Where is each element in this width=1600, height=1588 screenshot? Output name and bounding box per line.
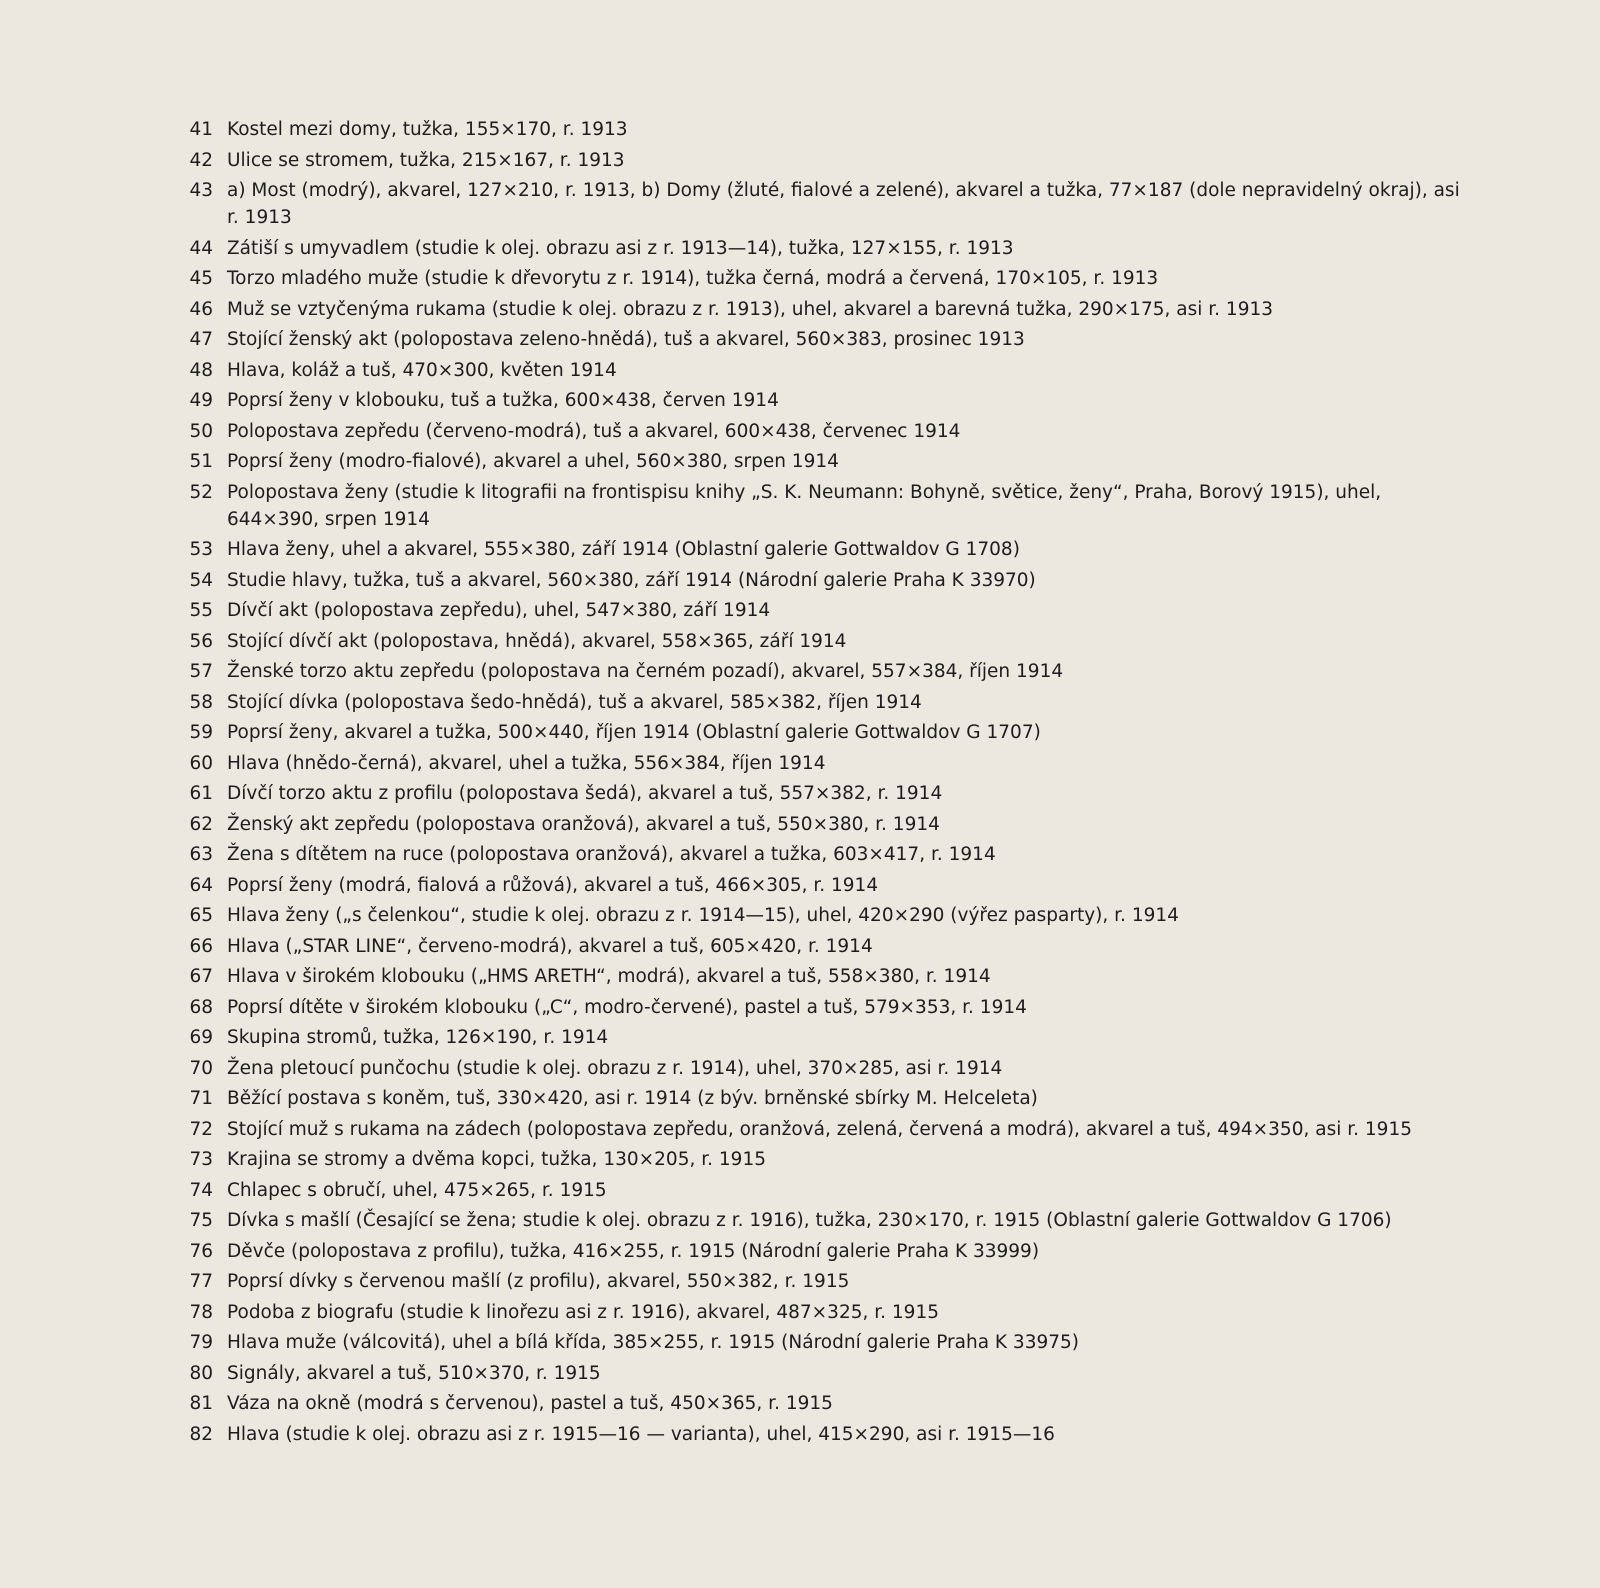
entry-description: Stojící dívčí akt (polopostava, hnědá), akvarel, 558×365, září 1914: [227, 630, 847, 652]
entry-number: 70: [189, 1057, 213, 1079]
entry-number: 57: [189, 661, 213, 682]
catalog-entry: [175, 780, 1475, 807]
catalog-entry: [175, 1390, 1475, 1417]
catalog-entry: [175, 994, 1475, 1021]
entry-description: Poprsí ženy v klobouku, tuš a tužka, 600×438, červen 1914: [227, 390, 779, 411]
catalog-entry: [175, 750, 1475, 777]
catalog-entry: [175, 418, 1475, 445]
catalog-entry: [175, 933, 1475, 960]
catalog-entry: [175, 872, 1475, 899]
catalog-entry: [175, 1238, 1475, 1265]
entry-number: 46: [189, 298, 213, 320]
catalog-entry: [175, 387, 1475, 414]
catalog-entry: [175, 841, 1475, 868]
entry-description: Skupina stromů, tužka, 126×190, r. 1914: [227, 1027, 609, 1048]
entry-number: 59: [189, 722, 213, 743]
entry-number: 56: [189, 630, 213, 652]
entry-description: Polopostava ženy (studie k litografii na frontispisu knihy „S. K. Neumann: Bohyně, světice, ženy“, Praha, Borový 1915), uhel, 644×390, srpen 1914: [227, 481, 1382, 530]
entry-description: Děvče (polopostava z profilu), tužka, 416×255, r. 1915 (Národní galerie Praha K 33999): [227, 1240, 1040, 1262]
entry-number: 73: [189, 1149, 213, 1170]
entry-number: 77: [189, 1271, 213, 1292]
catalog-entry: [175, 479, 1475, 533]
entry-description: Kostel mezi domy, tužka, 155×170, r. 1913: [227, 119, 628, 140]
entry-description: Stojící ženský akt (polopostava zeleno-hnědá), tuš a akvarel, 560×383, prosinec 1913: [227, 329, 1025, 350]
entry-description: Hlava („STAR LINE“, červeno-modrá), akvarel a tuš, 605×420, r. 1914: [227, 935, 873, 957]
entry-number: 79: [189, 1332, 213, 1353]
catalog-entry: [175, 1360, 1475, 1387]
entry-description: Hlava (hnědo-černá), akvarel, uhel a tužka, 556×384, říjen 1914: [227, 752, 826, 774]
entry-number: 75: [189, 1210, 213, 1231]
entry-number: 52: [189, 481, 213, 503]
catalog-entry: [175, 1024, 1475, 1051]
catalog-entry: [175, 1268, 1475, 1295]
entry-description: Poprsí dítěte v širokém klobouku („C“, modro-červené), pastel a tuš, 579×353, r. 1914: [227, 996, 1027, 1018]
entry-description: Studie hlavy, tužka, tuš a akvarel, 560×380, září 1914 (Národní galerie Praha K 33970): [227, 569, 1036, 591]
catalog-list: [175, 116, 1475, 1451]
entry-description: Polopostava zepředu (červeno-modrá), tuš a akvarel, 600×438, červenec 1914: [227, 420, 961, 442]
entry-description: Dívka s mašlí (Česající se žena; studie k olej. obrazu z r. 1916), tužka, 230×170, r. 1915 (Oblastní galerie Gottwaldov G 1706): [227, 1210, 1392, 1231]
entry-number: 80: [189, 1362, 213, 1384]
catalog-entry: [175, 1055, 1475, 1082]
entry-description: Hlava v širokém klobouku („HMS ARETH“, modrá), akvarel a tuš, 558×380, r. 1914: [227, 966, 991, 987]
entry-number: 64: [189, 874, 213, 896]
entry-number: 76: [189, 1240, 213, 1262]
entry-number: 58: [189, 691, 213, 713]
entry-number: 63: [189, 844, 213, 865]
entry-description: Ženské torzo aktu zepředu (polopostava na černém pozadí), akvarel, 557×384, říjen 1914: [227, 661, 1064, 682]
entry-description: a) Most (modrý), akvarel, 127×210, r. 1913, b) Domy (žluté, fialové a zelené), akvarel a tužka, 77×187 (dole nepravidelný okraj), asi r. 1913: [227, 180, 1460, 228]
entry-description: Hlava ženy („s čelenkou“, studie k olej. obrazu z r. 1914—15), uhel, 420×290 (výřez pasparty), r. 1914: [227, 905, 1179, 926]
entry-number: 62: [189, 813, 213, 835]
entry-number: 47: [189, 329, 213, 350]
entry-description: Hlava ženy, uhel a akvarel, 555×380, září 1914 (Oblastní galerie Gottwaldov G 1708): [227, 539, 1020, 560]
catalog-entry: [175, 902, 1475, 929]
catalog-entry: [175, 567, 1475, 594]
catalog-entry: [175, 1177, 1475, 1204]
entry-description: Ulice se stromem, tužka, 215×167, r. 1913: [227, 149, 625, 171]
entry-number: 53: [189, 539, 213, 560]
catalog-entry: [175, 147, 1475, 174]
entry-description: Dívčí akt (polopostava zepředu), uhel, 547×380, září 1914: [227, 600, 771, 621]
entry-number: 81: [189, 1393, 213, 1414]
entry-description: Ženský akt zepředu (polopostava oranžová), akvarel a tuš, 550×380, r. 1914: [227, 813, 940, 835]
catalog-entry: [175, 296, 1475, 323]
entry-description: Dívčí torzo aktu z profilu (polopostava šedá), akvarel a tuš, 557×382, r. 1914: [227, 783, 943, 804]
entry-description: Krajina se stromy a dvěma kopci, tužka, 130×205, r. 1915: [227, 1149, 766, 1170]
entry-description: Žena pletoucí punčochu (studie k olej. obrazu z r. 1914), uhel, 370×285, asi r. 1914: [227, 1057, 1003, 1079]
catalog-entry: [175, 448, 1475, 475]
entry-description: Signály, akvarel a tuš, 510×370, r. 1915: [227, 1362, 601, 1384]
entry-description: Hlava muže (válcovitá), uhel a bílá křída, 385×255, r. 1915 (Národní galerie Praha K 33975): [227, 1332, 1079, 1353]
entry-number: 54: [189, 569, 213, 591]
entry-description: Podoba z biografu (studie k linořezu asi z r. 1916), akvarel, 487×325, r. 1915: [227, 1301, 939, 1323]
entry-description: Hlava (studie k olej. obrazu asi z r. 1915—16 — varianta), uhel, 415×290, asi r. 1915—16: [227, 1423, 1055, 1445]
catalog-entry: [175, 1299, 1475, 1326]
catalog-entry: [175, 326, 1475, 353]
entry-description: Běžící postava s koněm, tuš, 330×420, asi r. 1914 (z býv. brněnské sbírky M. Helceleta): [227, 1088, 1038, 1109]
entry-number: 50: [189, 420, 213, 442]
entry-number: 48: [189, 359, 213, 381]
entry-description: Torzo mladého muže (studie k dřevorytu z r. 1914), tužka černá, modrá a červená, 170×105, r. 1913: [227, 268, 1159, 289]
entry-description: Stojící dívka (polopostava šedo-hnědá), tuš a akvarel, 585×382, říjen 1914: [227, 691, 922, 713]
entry-description: Muž se vztyčenýma rukama (studie k olej. obrazu z r. 1913), uhel, akvarel a barevná tužka, 290×175, asi r. 1913: [227, 298, 1273, 320]
catalog-entry: [175, 1085, 1475, 1112]
catalog-entry: [175, 177, 1475, 231]
entry-number: 67: [189, 966, 213, 987]
entry-number: 72: [189, 1118, 213, 1140]
entry-number: 60: [189, 752, 213, 774]
catalog-entry: [175, 265, 1475, 292]
entry-number: 66: [189, 935, 213, 957]
catalog-entry: [175, 1329, 1475, 1356]
entry-description: Poprsí ženy (modrá, fialová a růžová), akvarel a tuš, 466×305, r. 1914: [227, 874, 879, 896]
entry-number: 51: [189, 451, 213, 472]
entry-number: 49: [189, 390, 213, 411]
catalog-entry: [175, 811, 1475, 838]
entry-number: 65: [189, 905, 213, 926]
entry-number: 41: [189, 119, 213, 140]
entry-number: 42: [189, 149, 213, 171]
entry-description: Poprsí ženy, akvarel a tužka, 500×440, říjen 1914 (Oblastní galerie Gottwaldov G 1707): [227, 722, 1041, 743]
catalog-entry: [175, 1146, 1475, 1173]
catalog-entry: [175, 628, 1475, 655]
entry-number: 55: [189, 600, 213, 621]
entry-number: 74: [189, 1179, 213, 1201]
catalog-entry: [175, 1421, 1475, 1448]
entry-description: Poprsí ženy (modro-fialové), akvarel a uhel, 560×380, srpen 1914: [227, 451, 839, 472]
entry-description: Stojící muž s rukama na zádech (polopostava zepředu, oranžová, zelená, červená a modrá), akvarel a tuš, 494×350, asi r. 1915: [227, 1118, 1412, 1140]
catalog-entry: [175, 689, 1475, 716]
catalog-entry: [175, 536, 1475, 563]
catalog-entry: [175, 116, 1475, 143]
catalog-entry: [175, 963, 1475, 990]
entry-number: 69: [189, 1027, 213, 1048]
entry-number: 44: [189, 237, 213, 259]
catalog-entry: [175, 1207, 1475, 1234]
entry-description: Poprsí dívky s červenou mašlí (z profilu), akvarel, 550×382, r. 1915: [227, 1271, 850, 1292]
catalog-entry: [175, 597, 1475, 624]
entry-number: 71: [189, 1088, 213, 1109]
entry-number: 61: [189, 783, 213, 804]
catalog-entry: [175, 719, 1475, 746]
entry-number: 82: [189, 1423, 213, 1445]
entry-number: 43: [189, 180, 213, 201]
entry-description: Chlapec s obručí, uhel, 475×265, r. 1915: [227, 1179, 607, 1201]
catalog-entry: [175, 1116, 1475, 1143]
entry-description: Zátiší s umyvadlem (studie k olej. obrazu asi z r. 1913—14), tužka, 127×155, r. 1913: [227, 237, 1014, 259]
entry-description: Váza na okně (modrá s červenou), pastel a tuš, 450×365, r. 1915: [227, 1393, 833, 1414]
entry-number: 45: [189, 268, 213, 289]
catalog-entry: [175, 357, 1475, 384]
entry-description: Žena s dítětem na ruce (polopostava oranžová), akvarel a tužka, 603×417, r. 1914: [227, 844, 996, 865]
entry-description: Hlava, koláž a tuš, 470×300, květen 1914: [227, 359, 617, 381]
entry-number: 68: [189, 996, 213, 1018]
catalog-entry: [175, 658, 1475, 685]
catalog-entry: [175, 235, 1475, 262]
entry-number: 78: [189, 1301, 213, 1323]
